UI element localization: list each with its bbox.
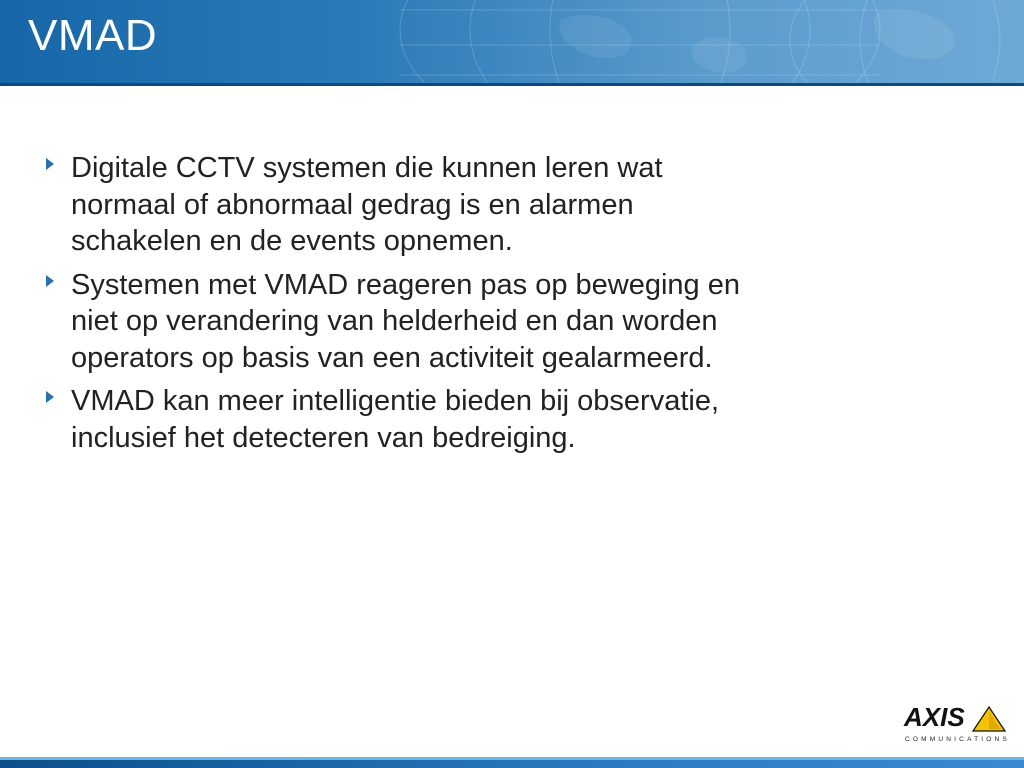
bullet-item: [42, 267, 742, 377]
bullet-text: Systemen met VMAD reageren pas op beweging en niet op verandering van helderheid en dan worden operators op basis van een activiteit gealarmeerd.: [71, 268, 740, 374]
slide-header-banner: [0, 0, 1024, 86]
axis-logo-word: AXIS: [904, 702, 965, 732]
triangle-bullet-icon: [46, 158, 54, 170]
footer-bar: [0, 757, 1024, 768]
axis-triangle-icon: [972, 706, 1006, 732]
axis-logo: [904, 702, 1008, 744]
header-divider: [0, 83, 1024, 86]
bullet-item: [42, 150, 742, 260]
bullet-text: VMAD kan meer intelligentie bieden bij observatie, inclusief het detecteren van bedreiging.: [71, 385, 720, 454]
axis-logo-subtitle: COMMUNICATIONS: [905, 736, 1010, 743]
triangle-bullet-icon: [46, 391, 54, 403]
bullet-text: Digitale CCTV systemen die kunnen leren wat normaal of abnormaal gedrag is en alarmen schakelen en de events opnemen.: [71, 152, 663, 257]
triangle-bullet-icon: [46, 275, 54, 287]
bullet-list: [42, 150, 742, 463]
slide-title: VMAD: [28, 11, 158, 60]
bullet-item: [42, 383, 742, 456]
